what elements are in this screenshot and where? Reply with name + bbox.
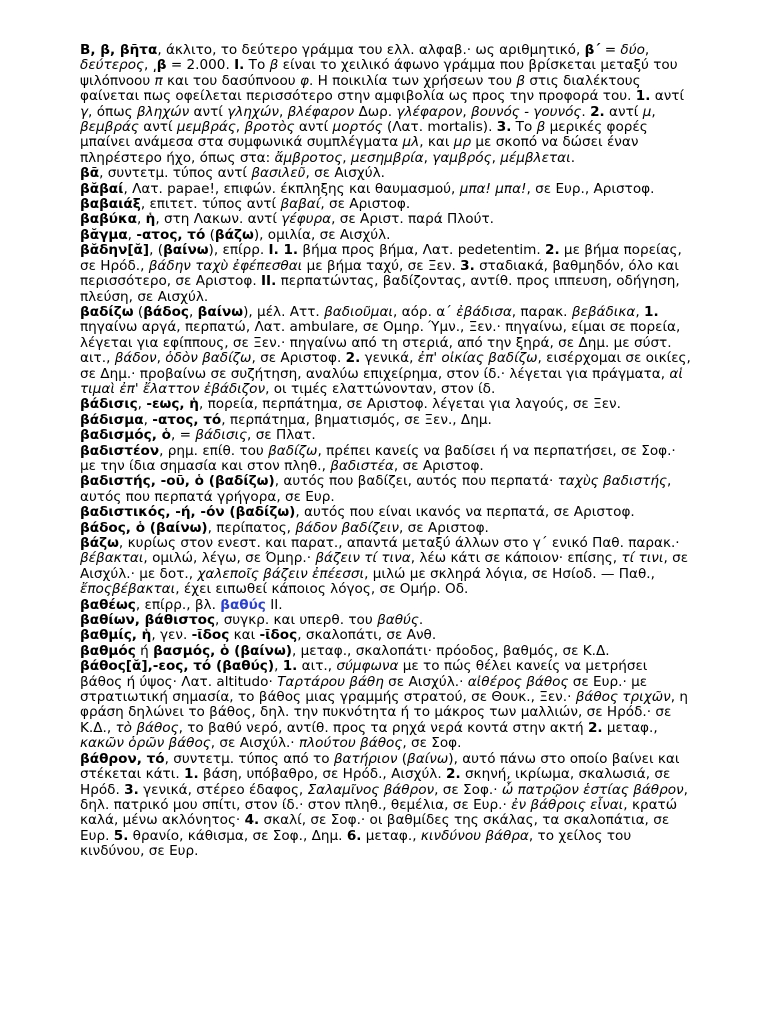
entry-text: , αυτός που περπατά γρήγορα, σε Ευρ. xyxy=(80,473,672,505)
entry-text: , xyxy=(143,411,153,428)
entry-text: , η φράση δηλώνει το βάθος, δηλ. την πυκνότητα ή το μάκρος των μαλλιών, σε Ηρόδ.· σε Κ.Δ., xyxy=(80,689,689,736)
entry-text: γενικά, xyxy=(360,350,418,367)
entry-italic-text: ἔποςβέβακται xyxy=(80,581,176,598)
entry-italic-text: χαλεποῖς βάζειν ἐπέεσσι xyxy=(197,565,365,582)
entry-text: , δηλ. πατρικό μου σπίτι, στον ίδ.· στον πληθ., θεμέλια, σε Ευρ.· xyxy=(80,781,688,813)
entry-text: Το xyxy=(244,57,270,74)
entry-bold-text: 2. xyxy=(587,719,603,736)
entry-text: , σε Πλατ. xyxy=(247,427,316,444)
entry-bold-text: 2. xyxy=(345,350,361,367)
entry-text: , κρατώ καλά, μένω ακλόνητος· xyxy=(80,796,678,829)
entry-text: , σε Αριστοφ. xyxy=(251,350,346,367)
entry-text: , περίπατος, xyxy=(207,519,296,536)
entry-bold-text: -ατος, τό xyxy=(152,411,222,428)
entry-italic-text: βλέφαρον xyxy=(287,103,355,120)
entry-text: , όπως xyxy=(88,103,137,120)
entry-text: ), μέλ. Αττ. xyxy=(243,303,325,320)
entry-text: , xyxy=(651,103,656,120)
entry-italic-text: γλέφαρον xyxy=(396,103,463,120)
entry-italic-text: γ xyxy=(80,103,89,120)
entry-text: , πρέπει κανείς να βαδίσει ή να περπατήσει, σε Σοφ.· με την ίδια σημασία και στον πληθ., xyxy=(80,442,676,474)
dictionary-entry xyxy=(80,228,692,243)
entry-bold-text: ͵β xyxy=(152,57,167,74)
entry-headword: βαθέως xyxy=(80,596,136,613)
entry-text: , σε Σοφ. xyxy=(402,735,462,752)
entry-text: ), αυτό πάνω στο οποίο βαίνει και στέκεται κάτι. xyxy=(80,750,680,783)
entry-headword: βάδος, ὁ (βαίνω) xyxy=(80,519,208,536)
entry-text: μερικές φορές μπαίνει ανάμεσα στα συμφωνικά συμπλέγματα xyxy=(80,119,648,151)
entry-italic-text: γαμβρός xyxy=(432,149,492,166)
entry-text: = 2.000. xyxy=(166,57,235,74)
entry-text: . Η ποικιλία των χρήσεων του xyxy=(308,72,517,89)
entry-bold-text: 1. xyxy=(644,303,659,320)
entry-headword: βαθίων, βάθιστος xyxy=(80,612,216,629)
entry-bold-text: ἡ xyxy=(145,211,156,228)
entry-bold-text: 2. xyxy=(590,103,605,120)
entry-text: , xyxy=(189,303,198,320)
entry-headword: βάζω xyxy=(80,535,119,551)
dictionary-entry xyxy=(80,197,692,212)
entry-text: ( xyxy=(133,303,144,320)
entry-text: , xyxy=(491,149,501,166)
entry-text: . xyxy=(418,612,424,629)
entry-headword: βάδισμα xyxy=(80,411,144,428)
entry-italic-text: ὦ πατρῷον ἑστίας βάθρον xyxy=(501,781,684,798)
entry-italic-text: κινδύνου βάθρα xyxy=(420,827,529,844)
entry-text: , μιλώ με σκληρά λόγια, σε Ησίοδ. — Παθ., xyxy=(364,565,655,582)
entry-text: , συντετμ. τύπος από το xyxy=(164,750,334,767)
entry-text: , σε Αριστ. παρά Πλούτ. xyxy=(331,211,494,228)
dictionary-entry xyxy=(80,505,692,520)
entry-bold-text: -ῖδος xyxy=(191,627,230,644)
dictionary-entry xyxy=(80,243,692,305)
entry-text: με βήμα ταχύ, σε Ξεν. xyxy=(302,257,461,274)
entry-italic-text: κακῶν ὁρῶν βάθος xyxy=(80,735,211,752)
entry-bold-text: 6. xyxy=(346,827,362,844)
entry-text: , xyxy=(462,103,471,120)
entry-text: , xyxy=(342,149,351,166)
entry-text: , xyxy=(635,303,645,320)
entry-text: . xyxy=(570,149,576,166)
dictionary-entry xyxy=(80,536,692,598)
entry-italic-text: μορτός xyxy=(332,119,383,136)
entry-text: , ( xyxy=(149,242,164,259)
entry-italic-text: β xyxy=(269,57,279,74)
entry-text: , το βαθύ νερό, αντίθ. προς τα ρηχά νερά κοντά στην ακτή xyxy=(178,719,588,736)
dictionary-entry xyxy=(80,212,692,227)
entry-italic-text: βαθύς xyxy=(377,612,419,629)
dictionary-entry xyxy=(80,397,692,412)
entry-text: , σε Ευρ., Αριστοφ. xyxy=(526,180,655,197)
entry-italic-text: βέβακται xyxy=(80,550,144,567)
entry-italic-text: δεύτερος xyxy=(80,57,144,74)
entry-text: , αόρ. α΄ xyxy=(393,303,457,320)
entry-text: . xyxy=(581,103,591,120)
entry-bold-text: 5. xyxy=(113,827,129,844)
dictionary-entry xyxy=(80,752,692,860)
entry-text: , εισέρχομαι σε οικίες, σε Δημ.· προβαίνω σε συζήτηση, αναλύω επιχείρημα, στον ίδ.· λέγεται για πράγματα, xyxy=(80,350,691,382)
entry-italic-text: βάδην ταχὺ ἐφέπεσθαι xyxy=(148,257,303,274)
entry-italic-text: αἱ τιμαὶ ἐπ' ἔλαττον ἐβάδιζον xyxy=(80,365,683,397)
entry-text: , σε Αισχύλ. xyxy=(305,165,385,182)
entry-text: , στη Λακων. αντί xyxy=(155,211,282,228)
entry-italic-text: μρ xyxy=(453,134,472,151)
entry-italic-text: αἰθέρος βάθος xyxy=(467,673,569,690)
entry-text: με σκοπό να δώσει έναν πληρέστερο ήχο, όπως στα: xyxy=(80,134,639,166)
entry-bold-text: -ατος, τό xyxy=(136,226,206,243)
entry-text: αντί xyxy=(189,103,228,120)
entry-italic-text: βατήριον xyxy=(333,750,398,767)
entry-text: , λέω κάτι σε κάποιον· επίσης, xyxy=(410,550,622,567)
entry-text: μεταφ., xyxy=(602,719,658,736)
entry-text: , πορεία, περπάτημα, σε Αριστοφ. λέγεται για λαγούς, σε Ξεν. xyxy=(198,396,621,413)
dictionary-entry xyxy=(80,413,692,428)
entry-bold-text: II. xyxy=(260,273,277,290)
entry-italic-text: σύμφωνα xyxy=(336,658,399,675)
entry-bold-text: β΄ xyxy=(584,42,601,58)
entry-text: , σε Αισχύλ.· με δοτ., xyxy=(80,550,689,582)
dictionary-entry xyxy=(80,43,692,166)
entry-text: και του δασύπνοου xyxy=(162,72,300,89)
entry-italic-text: π xyxy=(154,72,163,89)
entry-italic-text: βαβαί xyxy=(280,196,321,213)
entry-text: αντί xyxy=(650,88,685,105)
entry-text: αιτ., xyxy=(297,658,337,675)
dictionary-page xyxy=(80,43,692,860)
entry-italic-text: β xyxy=(536,119,546,136)
entry-text: στις διαλέκτους φαίνεται πως οφείλεται περισσότερο στην αμφιβολία ως προς την προφορά του. xyxy=(80,72,641,105)
entry-text: , συγκρ. και υπερθ. του xyxy=(215,612,378,629)
entry-text: , xyxy=(144,57,153,74)
dictionary-entry xyxy=(80,474,692,505)
dictionary-entry xyxy=(80,305,692,397)
entry-headword: βᾰδην[ᾰ] xyxy=(80,242,150,259)
entry-text: , επιτετ. τύπος αντί xyxy=(140,196,281,213)
entry-text: , xyxy=(127,226,137,243)
entry-bold-text: βαίνω xyxy=(163,242,209,259)
entry-text: βήμα προς βήμα, Λατ. pedetentim. xyxy=(298,242,545,259)
entry-italic-text: βάδον xyxy=(114,350,157,367)
entry-text: αντί xyxy=(294,119,333,136)
entry-bold-text: βάζω xyxy=(214,226,254,243)
entry-text: αντί xyxy=(604,103,643,120)
entry-text: Δωρ. xyxy=(354,103,397,120)
entry-italic-text: μέμβλεται xyxy=(500,149,571,166)
entry-text: II. xyxy=(265,596,283,613)
entry-text: , σε Σοφ.· xyxy=(434,781,502,798)
entry-italic-text: τί τινι xyxy=(621,550,664,567)
entry-text: , xyxy=(278,103,288,120)
entry-italic-text: Ταρτάρου βάθη xyxy=(277,673,384,690)
entry-headword: βαδίζω xyxy=(80,303,134,320)
entry-text: , μεταφ., σκαλοπάτι· πρόοδος, βαθμός, σε Κ.Δ. xyxy=(291,642,610,659)
entry-text: , xyxy=(423,149,433,166)
dictionary-entry xyxy=(80,659,692,751)
entry-headword: βάθρον, τό xyxy=(80,750,165,767)
dictionary-entry xyxy=(80,521,692,536)
entry-text: , περπάτημα, βηματισμός, σε Ξεν., Δημ. xyxy=(221,411,492,428)
entry-text: , σε Αριστοφ. xyxy=(320,196,411,213)
entry-text: είναι το χειλικό άφωνο γράμμα που βρίσκεται μεταξύ του ψιλόπνοου xyxy=(80,57,678,89)
entry-italic-text: βασιλεῦ xyxy=(251,165,306,182)
entry-text: γενικά, στέρεο έδαφος, xyxy=(138,781,308,798)
dictionary-entry xyxy=(80,166,692,181)
entry-text: , κυρίως στον ενεστ. και παρατ., απαντά μεταξύ άλλων στο γ΄ ενικό Παθ. παρακ.· xyxy=(118,535,680,551)
entry-text: , συντετμ. τύπος αντί xyxy=(99,165,252,182)
entry-text: , Λατ. papae!, επιφών. έκπληξης και θαυμασμού, xyxy=(123,180,460,197)
entry-text: βάση, υπόβαθρο, σε Ηρόδ., Αισχύλ. xyxy=(198,766,446,783)
entry-italic-text: ταχὺς βαδιστής xyxy=(557,473,667,490)
entry-text: ( xyxy=(397,750,408,767)
dictionary-entry xyxy=(80,182,692,197)
entry-italic-text: βαδιστέα xyxy=(330,457,394,474)
entry-headword: βαθμός xyxy=(80,642,136,659)
entry-headword: βᾰβαί xyxy=(80,180,124,197)
entry-text: , xyxy=(136,211,146,228)
entry-text: , σε Αριστοφ. xyxy=(399,519,489,536)
entry-text: μεταφ., xyxy=(361,827,421,844)
entry-text: (Λατ. mortalis). xyxy=(382,119,497,136)
entry-text: ή xyxy=(135,642,154,659)
entry-italic-text: τὸ βάθος xyxy=(115,719,179,736)
entry-italic-text: ἐν βάθροις εἶναι xyxy=(511,796,624,813)
entry-italic-text: Σαλαμῖνος βάθρον xyxy=(307,781,435,798)
dictionary-entry xyxy=(80,628,692,643)
entry-italic-text: βουνός - γουνός xyxy=(471,103,582,120)
entry-italic-text: βάθος τριχῶν xyxy=(575,689,671,706)
entry-text: , xyxy=(644,42,650,58)
entry-text: σε Αισχύλ.· xyxy=(383,673,468,690)
entry-italic-text: βαδιοῦμαι xyxy=(324,303,394,320)
entry-text: , και xyxy=(419,134,454,151)
entry-italic-text: β xyxy=(516,72,525,89)
entry-text: , σε Αισχύλ.· xyxy=(210,735,299,752)
entry-text: , xyxy=(235,119,245,136)
entry-italic-text: βάζειν τί τινα xyxy=(315,550,411,567)
entry-text: πηγαίνω αργά, περπατώ, Λατ. ambulare, σε Ομηρ. Ύμν., Ξεν.· πηγαίνω, είμαι σε πορεία, λέγεται για εφίππους, σε Ξεν.· πηγαίνω από τη στεριά, από την ξηρά, σε Δημ. με σύστ. αιτ., xyxy=(80,319,681,367)
entry-text: , xyxy=(274,658,283,675)
entry-text: και xyxy=(229,627,260,644)
entry-italic-text: γληχών xyxy=(227,103,279,120)
entry-italic-text: βαίνω xyxy=(407,750,449,767)
entry-italic-text: βάδον βαδίζειν xyxy=(295,519,399,536)
entry-italic-text: μεμβράς xyxy=(176,119,236,136)
entry-text: με το πώς θέλει κανείς να μετρήσει βάθος ή ύψος· Λατ. altitudo· xyxy=(80,658,648,690)
dictionary-entry xyxy=(80,428,692,443)
entry-italic-text: μλ xyxy=(402,134,420,151)
entry-text: θρανίο, κάθισμα, σε Σοφ., Δημ. xyxy=(128,827,347,844)
entry-italic-text: ἐπ' οἰκίας βαδίζω xyxy=(417,350,538,367)
entry-text: σε Ευρ.· με στρατιωτική σημασία, το βάθος μιας γραμμής στρατού, σε Θουκ., Ξεν.· xyxy=(80,673,648,706)
entry-headword: βαθμίς, ἡ xyxy=(80,627,152,644)
entry-text: , ρημ. επίθ. του xyxy=(159,442,269,459)
entry-italic-text: ὁδὸν βαδίζω xyxy=(165,350,252,367)
dictionary-entry xyxy=(80,598,692,613)
entry-headword: βᾶ xyxy=(80,165,100,182)
entry-text: , αυτός που είναι ικανός να περπατά, σε Αριστοφ. xyxy=(295,504,635,521)
entry-italic-text: μπα! μπα! xyxy=(459,180,527,197)
entry-text: σκαλί, σε Σοφ.· οι βαθμίδες της σκάλας, τα σκαλοπάτια, σε Ευρ. xyxy=(80,812,670,844)
entry-italic-text: βληχών xyxy=(136,103,190,120)
entry-text: , σε Αριστοφ. xyxy=(393,457,484,474)
entry-text: αντί xyxy=(138,119,177,136)
entry-italic-text: γέφυρα xyxy=(281,211,332,228)
entry-bold-text: 2. xyxy=(446,766,461,783)
entry-text: , xyxy=(156,350,166,367)
entry-text: , άκλιτο, το δεύτερο γράμμα του ελλ. αλφαβ.· ως αριθμητικό, xyxy=(157,42,585,58)
entry-headword: βαβαιάξ xyxy=(80,196,141,213)
entry-text: με βήμα πορείας, σε Ηρόδ., xyxy=(80,242,682,274)
entry-bold-text: -εως, ἡ xyxy=(146,396,199,413)
dictionary-entry xyxy=(80,644,692,659)
entry-text: , αυτός που βαδίζει, αυτός που περπατά· xyxy=(274,473,558,490)
entry-bold-text: 4. xyxy=(244,812,260,829)
entry-text: σταδιακά, βαθμηδόν, όλο και περισσότερο, σε Αριστοφ. xyxy=(80,257,679,290)
entry-bold-text: βασμός, ὁ (βαίνω) xyxy=(153,642,292,659)
entry-headword: Β, β, βῆτα xyxy=(80,42,158,58)
entry-italic-text: βεβάδικα xyxy=(571,303,636,320)
entry-headword: βαδιστικός, -ή, -όν (βαδίζω) xyxy=(80,504,296,521)
entry-bold-text: 3. xyxy=(496,119,512,136)
entry-text: περπατώντας, βαδίζοντας, αντίθ. προς ιππευση, οδήγηση, πλεύση, σε Αισχύλ. xyxy=(80,273,680,305)
entry-italic-text: βροτὸς xyxy=(244,119,295,136)
entry-italic-text: ἄμβροτος xyxy=(274,149,343,166)
entry-bold-text: 1. xyxy=(183,766,199,783)
entry-text: ), επίρρ. xyxy=(208,242,269,259)
entry-text: ( xyxy=(205,226,215,243)
entry-bold-text: 1. xyxy=(282,658,298,675)
entry-italic-text: ἐβάδισα xyxy=(456,303,512,320)
entry-text: , έχει ειπωθεί κάποιος λόγος, σε Ομήρ. Οδ. xyxy=(175,581,469,598)
entry-italic-text: βεμβράς xyxy=(80,119,139,136)
entry-bold-text: 2. xyxy=(544,242,560,259)
entry-text: , επίρρ., βλ. xyxy=(135,596,221,613)
entry-bold-text: 1. xyxy=(635,88,651,105)
entry-text: Το xyxy=(511,119,537,136)
entry-headword: βαδιστής, -οῦ, ὁ (βαδίζω) xyxy=(80,473,275,490)
entry-text: σκηνή, ικρίωμα, σκαλωσιά, σε Ηρόδ. xyxy=(80,766,671,798)
entry-italic-text: βαδίζω xyxy=(268,442,318,459)
entry-bold-text: -ῖδος xyxy=(259,627,298,644)
cross-reference-link[interactable]: βαθύς xyxy=(220,596,266,613)
entry-text: = xyxy=(600,42,621,58)
entry-italic-text: δύο xyxy=(620,42,645,58)
entry-text: , το χείλος του κινδύνου, σε Ευρ. xyxy=(80,827,632,860)
entry-italic-text: μ xyxy=(642,103,652,120)
entry-italic-text: πλούτου βάθος xyxy=(298,735,403,752)
entry-text: , xyxy=(137,396,147,413)
entry-bold-text: I. 1. xyxy=(268,242,299,259)
entry-italic-text: βάδισις xyxy=(195,427,248,444)
entry-bold-text: βαίνω xyxy=(197,303,244,320)
entry-bold-text: βάδος xyxy=(143,303,189,320)
entry-headword: βάθος[ᾰ],-εος, τό (βαθύς) xyxy=(80,658,275,675)
entry-bold-text: 3. xyxy=(460,257,475,274)
entry-italic-text: μεσημβρία xyxy=(350,149,424,166)
entry-headword: βαβύκα xyxy=(80,211,137,228)
entry-headword: βαδισμός, ὁ xyxy=(80,427,171,444)
entry-headword: βάδισις xyxy=(80,396,138,413)
entry-text: ), ομιλία, σε Αισχύλ. xyxy=(253,226,391,243)
dictionary-entry xyxy=(80,613,692,628)
entry-text: , γεν. xyxy=(151,627,192,644)
entry-headword: βαδιστέον xyxy=(80,442,160,459)
entry-italic-text: φ xyxy=(299,72,309,89)
entry-text: , = xyxy=(170,427,196,444)
entry-bold-text: 3. xyxy=(124,781,139,798)
entry-text: , οι τιμές ελαττώνονταν, στον ίδ. xyxy=(265,380,496,397)
entry-text: , ομιλώ, λέγω, σε Όμηρ.· xyxy=(143,550,316,567)
dictionary-entry xyxy=(80,444,692,475)
entry-bold-text: I. xyxy=(234,57,245,74)
entry-text: , παρακ. xyxy=(511,303,572,320)
entry-text: , σκαλοπάτι, σε Ανθ. xyxy=(297,627,437,644)
entry-headword: βᾰγμα xyxy=(80,226,128,243)
